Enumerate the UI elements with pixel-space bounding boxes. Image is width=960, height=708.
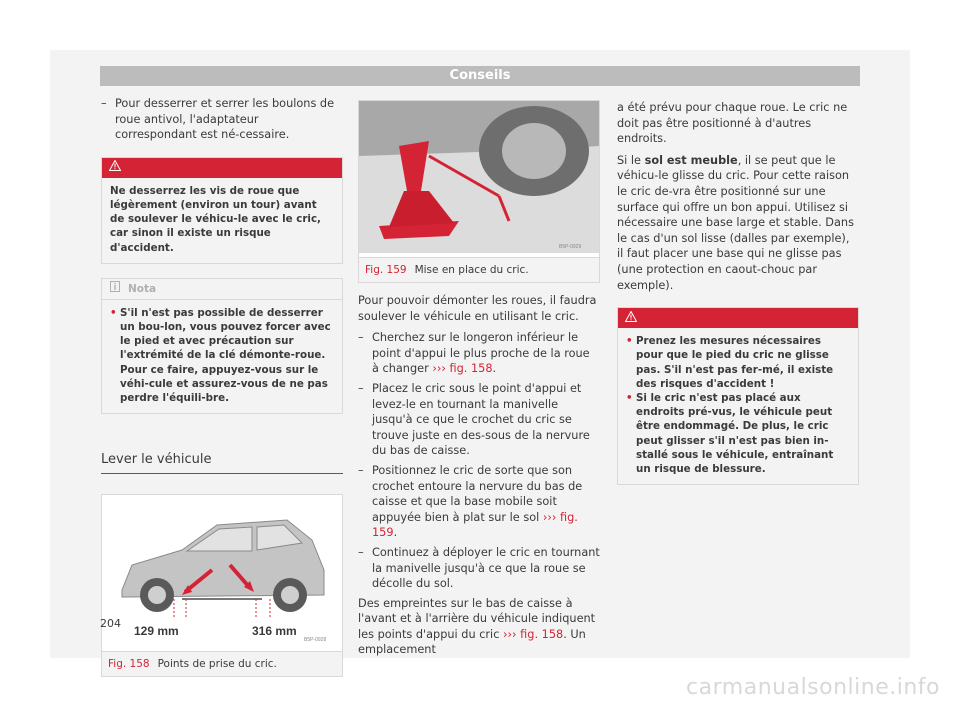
intro-paragraph: Pour pouvoir démonter les roues, il faudra soulever le véhicule en utilisant le cric. (358, 294, 597, 323)
note-header: Nota (102, 279, 342, 300)
paragraph: Si le sol est meuble, il se peut que le véhicu-le glisse du cric. Pour cette raison le cric de-vra être positionné sur une surface qui offre un bon appui. Utilisez si nécessaire une base large et stable. Dans le cas d'un sol lisse (dalles par exemple), il faut placer une base qui ne glisse pas (une protection en caout-chouc par exemple). (617, 153, 854, 292)
jack-illustration (359, 101, 599, 253)
figure-code: B5P-0929 (559, 244, 582, 250)
paragraph: Des empreintes sur le bas de caisse à l'avant et à l'arrière du véhicule indiquent les points d'appui du cric ››› fig. 158. Un emplacement (358, 596, 596, 657)
info-icon (108, 281, 122, 296)
car-illustration (102, 495, 342, 647)
figure-code: B5P-0928 (304, 637, 327, 644)
column-3 (617, 100, 859, 485)
warning-text: • Prenez les mesures nécessaires pour que le pied du cric ne glisse pas. S'il n'est pas fer-mé, il existe des risques d'accident ! • Si le cric n'est pas placé aux endroits pré-vus, le véhicule peut être endommagé. De plus, le cric peut glisser s'il n'est pas bien in-stallé sous le véhicule, entraînant un risque de blessure. (626, 335, 834, 475)
warning-icon (108, 160, 122, 175)
warning-header: AVERTISSEMENT (618, 308, 858, 328)
list-item: – Pour desserrer et serrer les boulons de roue antivol, l'adaptateur correspondant est né-cessaire. (101, 97, 335, 142)
warning-box (101, 157, 343, 264)
dimension-label-left: 129 mm (134, 624, 179, 639)
step-item: – Cherchez sur le longeron inférieur le point d'appui le plus proche de la roue à changer ››› fig. 158. (358, 331, 590, 376)
step-item: – Continuez à déployer le cric en tournant la manivelle jusqu'à ce que la roue se décolle du sol. (358, 545, 600, 591)
step-item: – Positionnez le cric de sorte que son crochet entoure la nervure du bas de caisse et que la base mobile soit appuyée bien à plat sur le sol ››› fig. 159. (358, 463, 583, 540)
figure-caption: Fig. 159 Mise en place du cric. (359, 257, 599, 282)
warning-header: AVERTISSEMENT (102, 158, 342, 178)
page-header: Conseils (100, 66, 860, 86)
paragraph: a été prévu pour chaque roue. Le cric ne doit pas être positionné à d'autres endroits. (617, 101, 848, 146)
note-box (101, 278, 343, 414)
page-number: 204 (100, 617, 121, 630)
warning-text: Ne desserrez les vis de roue que légèrement (environ un tour) avant de soulever le véhicu-le avec le cric, car sinon il existe un risque d'accident. (110, 184, 321, 254)
fig-ref-link[interactable]: ››› fig. 158 (432, 362, 493, 376)
figure-159 (358, 100, 600, 283)
figure-caption: Fig. 158 Points de prise du cric. (102, 651, 342, 676)
fig-ref-link[interactable]: ››› fig. 159 (372, 510, 578, 540)
fig-ref-link[interactable]: ››› fig. 158 (503, 627, 564, 641)
column-2 (358, 100, 600, 664)
warning-icon (624, 311, 638, 326)
note-text: • S'il n'est pas possible de desserrer un bou-lon, vous pouvez forcer avec le pied et avec précaution sur l'extrémité de la clé démonte-roue. Pour ce faire, appuyez-vous sur le véhi-cule et assurez-vous de ne pas perdre l'équili-bre. (110, 306, 331, 405)
warning-box (617, 307, 859, 485)
watermark: carmanualsonline.info (686, 675, 940, 700)
section-title: Lever le véhicule (101, 452, 343, 474)
dimension-label-right: 316 mm (252, 624, 297, 639)
column-1 (101, 96, 343, 677)
step-item: – Placez le cric sous le point d'appui et levez-le en tournant la manivelle jusqu'à ce que le crochet du cric se trouve juste en des-sous de la nervure du bas de caisse. (358, 381, 590, 458)
figure-158 (101, 494, 343, 677)
